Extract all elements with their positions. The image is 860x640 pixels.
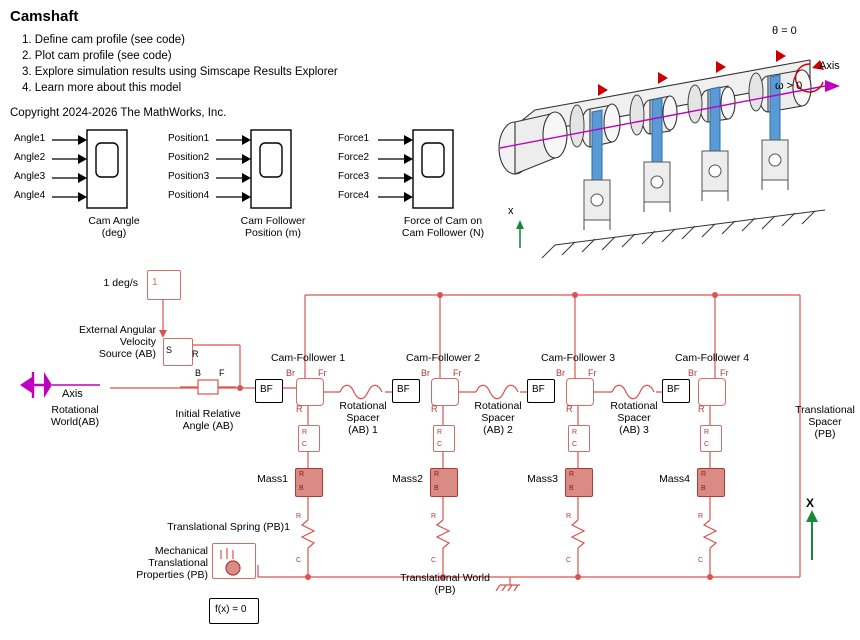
sensor-2-port-top: R [437, 429, 443, 436]
cf1-port-br: Br [286, 368, 295, 378]
cam-follower-2-label: Cam-Follower 2 [405, 352, 481, 364]
spring-1-port-top: R [296, 513, 302, 520]
rot-spacer-1-line2: Spacer [346, 412, 380, 424]
scope1-input-4: Angle4 [14, 190, 46, 201]
mass-3-port-bottom: B [569, 485, 574, 492]
cam-follower-4[interactable] [698, 378, 726, 406]
external-angular-velocity-source-label [40, 324, 156, 360]
mass-2-port-top: R [434, 471, 440, 478]
scope1-input-2: Angle2 [14, 152, 46, 163]
spring-4-port-top: R [698, 513, 704, 520]
scope2-input-2: Position2 [168, 152, 210, 163]
cf2-port-br: Br [421, 368, 430, 378]
cam-follower-3-label: Cam-Follower 3 [540, 352, 616, 364]
mass-3-label: Mass3 [527, 473, 558, 485]
mtp-line1: Mechanical [154, 545, 208, 557]
scope2-input-3: Position3 [168, 171, 210, 182]
spring-1-port-bottom: C [296, 557, 302, 564]
cam-angle-scope-label-line2: (deg) [101, 227, 127, 239]
mass-1-port-bottom: B [299, 485, 304, 492]
step-item-3[interactable]: 3. Explore simulation results using Simscape Results Explorer [22, 66, 338, 78]
scope1-input-3: Angle3 [14, 171, 46, 182]
rot-spacer-2-line2: Spacer [481, 412, 515, 424]
sensor-4-port-bottom: C [704, 441, 710, 448]
initial-relative-port-f: F [219, 368, 225, 378]
mechanical-translational-properties-label [112, 545, 208, 581]
omega-label: ω > 0 [775, 80, 803, 92]
x-axis-label: X [806, 496, 815, 510]
cf1-port-rf: R [296, 404, 303, 414]
step-item-2[interactable]: 2. Plot cam profile (see code) [22, 50, 172, 62]
force-scope-label-line2: Cam Follower (N) [401, 227, 485, 239]
source-label-line1: External Angular [78, 324, 156, 336]
translational-world-label [380, 572, 510, 596]
cf2-port-fr: Fr [453, 368, 462, 378]
sensor-1-port-top: R [302, 429, 308, 436]
mass-4-port-bottom: B [701, 485, 706, 492]
rotational-world-line1: Rotational [51, 404, 99, 416]
source-port-s: S [166, 345, 173, 355]
trans-world-line2: (PB) [434, 584, 456, 596]
cam-follower-1-label: Cam-Follower 1 [270, 352, 346, 364]
sensor-3-port-bottom: C [572, 441, 578, 448]
mass-2-port-bottom: B [434, 485, 439, 492]
rotational-spacer-3-label [596, 400, 672, 436]
rot-spacer-2-line1: Rotational [474, 400, 522, 412]
page-title: Camshaft [10, 8, 79, 25]
illustration-x-label: x [508, 205, 514, 217]
rot-spacer-3-line3: (AB) 3 [619, 424, 649, 436]
cam-follower-1[interactable] [296, 378, 324, 406]
bf-block-1[interactable] [255, 379, 283, 403]
cf2-port-rf: R [431, 404, 438, 414]
scope1-input-1: Angle1 [14, 133, 46, 144]
external-angular-velocity-source[interactable] [163, 338, 199, 366]
rotational-spacer-2-label [460, 400, 536, 436]
cam-follower-scope-label-line1: Cam Follower [240, 215, 306, 227]
constant-value: 1 [152, 277, 158, 288]
rot-spacer-1-line1: Rotational [339, 400, 387, 412]
step-item-4[interactable]: 4. Learn more about this model [22, 82, 182, 94]
rot-spacer-3-line1: Rotational [610, 400, 658, 412]
scope3-input-2: Force2 [338, 152, 370, 163]
scope3-input-4: Force4 [338, 190, 370, 201]
cam-angle-scope-label-line1: Cam Angle [88, 215, 140, 227]
copyright-text: Copyright 2024-2026 The MathWorks, Inc. [10, 107, 227, 119]
initial-relative-angle-block[interactable] [180, 368, 236, 396]
initial-relative-angle-label [152, 408, 264, 432]
cam-follower-scope-label-line2: Position (m) [244, 227, 301, 239]
trans-world-line1: Translational World [400, 572, 490, 584]
constant-block[interactable] [147, 270, 181, 300]
sensor-4-port-top: R [704, 429, 710, 436]
bf-block-1-label: BF [260, 384, 273, 395]
cf3-port-br: Br [556, 368, 565, 378]
translational-spacer-pb-label [790, 404, 860, 440]
rotational-world-line2: World(AB) [50, 416, 100, 428]
solver-configuration-block[interactable] [209, 598, 259, 624]
scope3-input-3: Force3 [338, 171, 370, 182]
step-item-1[interactable]: 1. Define cam profile (see code) [22, 34, 185, 46]
spring-2-port-top: R [431, 513, 437, 520]
cam-follower-3[interactable] [566, 378, 594, 406]
source-label-line2: Velocity [119, 336, 156, 348]
mtp-block-body [212, 543, 256, 579]
bf-block-2-label: BF [397, 384, 410, 395]
mtp-line3: Properties (PB) [136, 569, 208, 581]
cf3-port-fr: Fr [588, 368, 597, 378]
cf4-port-rf: R [698, 404, 705, 414]
cf1-port-fr: Fr [318, 368, 327, 378]
theta-label: θ = 0 [772, 25, 797, 37]
initial-relative-line1: Initial Relative [175, 408, 241, 420]
rotational-world-label [30, 404, 120, 428]
spring-2-port-bottom: C [431, 557, 437, 564]
sensor-1-port-bottom: C [302, 441, 308, 448]
mtp-line2: Translational [148, 557, 208, 569]
spring-3-port-top: R [566, 513, 572, 520]
scope2-input-4: Position4 [168, 190, 210, 201]
spring-4-port-bottom: C [698, 557, 704, 564]
cf3-port-rf: R [566, 404, 573, 414]
rot-spacer-1-line3: (AB) 1 [348, 424, 378, 436]
mass-4-label: Mass4 [659, 473, 690, 485]
trans-spacer-line1: Translational [795, 404, 855, 416]
mass-4-port-top: R [701, 471, 707, 478]
rot-spacer-2-line3: (AB) 2 [483, 424, 513, 436]
cam-follower-4-label: Cam-Follower 4 [674, 352, 750, 364]
trans-spacer-line3: (PB) [814, 428, 836, 440]
illustration-axis-label: Axis [819, 60, 840, 72]
mechanical-translational-properties-block[interactable] [212, 543, 254, 577]
mass-2-label: Mass2 [392, 473, 423, 485]
scope2-input-1: Position1 [168, 133, 210, 144]
initial-relative-line2: Angle (AB) [182, 420, 234, 432]
sensor-3-port-top: R [572, 429, 578, 436]
rotational-spacer-1-label [325, 400, 401, 436]
trans-spacer-line2: Spacer [808, 416, 842, 428]
source-port-r: R [192, 349, 199, 359]
translational-spring-label: Translational Spring (PB)1 [167, 521, 290, 533]
scope3-input-1: Force1 [338, 133, 370, 144]
axis-label-left: Axis [62, 388, 83, 400]
cf4-port-br: Br [688, 368, 697, 378]
bf-block-3-label: BF [532, 384, 545, 395]
force-scope-label-line1: Force of Cam on [403, 215, 483, 227]
bf-block-4-label: BF [667, 384, 680, 395]
cam-follower-2[interactable] [431, 378, 459, 406]
mass-1-label: Mass1 [257, 473, 288, 485]
mass-1-port-top: R [299, 471, 305, 478]
rate-label: 1 deg/s [103, 277, 138, 289]
spring-3-port-bottom: C [566, 557, 572, 564]
cf4-port-fr: Fr [720, 368, 729, 378]
mass-3-port-top: R [569, 471, 575, 478]
solver-label: f(x) = 0 [215, 604, 247, 615]
sensor-2-port-bottom: C [437, 441, 443, 448]
source-label-line3: Source (AB) [98, 348, 156, 360]
initial-relative-port-b: B [195, 368, 202, 378]
rot-spacer-3-line2: Spacer [617, 412, 651, 424]
